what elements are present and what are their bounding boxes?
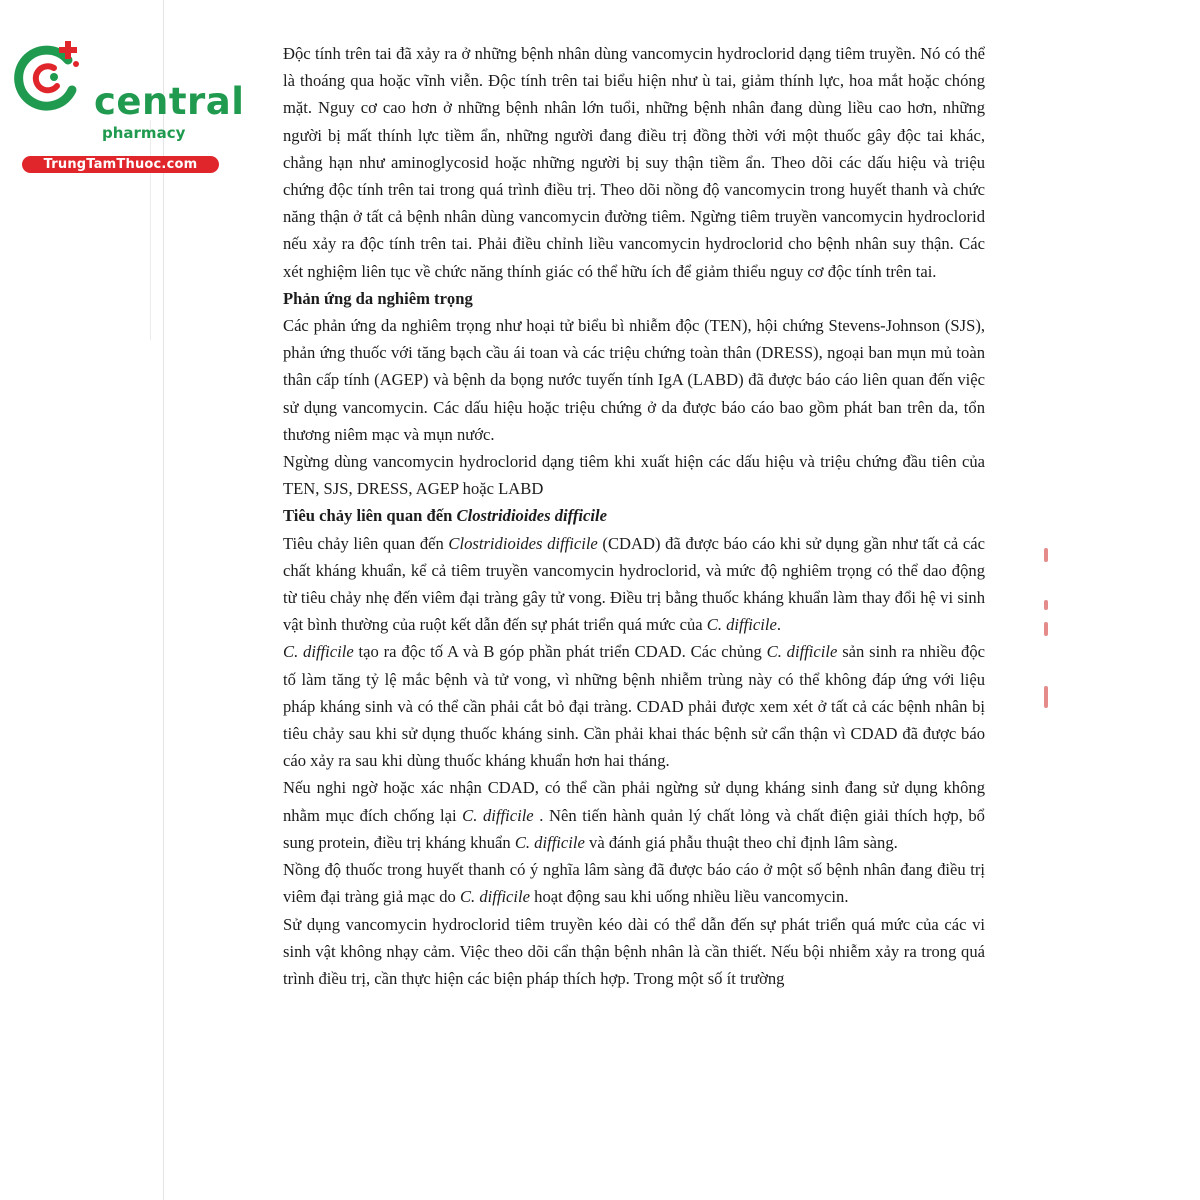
scan-mark — [1044, 686, 1048, 708]
text: . Nên tiến hành quản lý chất lỏng và chất điện giải thích hợp, bổ sung protein, điều trị kháng khuẩn — [283, 805, 985, 852]
scan-mark — [1044, 600, 1048, 610]
document-body — [283, 40, 985, 992]
scan-fold-line — [163, 0, 164, 1200]
paragraph-serum-levels — [283, 856, 985, 910]
paragraph-ototoxicity: Độc tính trên tai đã xảy ra ở những bệnh nhân dùng vancomycin hydroclorid dạng tiêm truyền. Nó có thể là thoáng qua hoặc vĩnh viễn. Độc tính trên tai biểu hiện như ù tai, giảm thính lực, hoa mắt hoặc chóng mặt. Nguy cơ cao hơn ở những bệnh nhân lớn tuổi, những bệnh nhân đang dùng liều cao hơn, những người bị mất thính lực tiềm ẩn, những người đang điều trị đồng thời với một thuốc gây độc tai khác, chẳng hạn như aminoglycosid hoặc những người bị suy thận tiềm ẩn. Theo dõi các dấu hiệu và triệu chứng độc tính trên tai trong quá trình điều trị. Theo dõi nồng độ vancomycin trong huyết thanh và chức năng thận ở tất cả bệnh nhân dùng vancomycin đường tiêm. Ngừng tiêm truyền vancomycin hydroclorid nếu xảy ra độc tính trên tai. Phải điều chỉnh liều vancomycin hydroclorid cho bệnh nhân suy thận. Các xét nghiệm liên tục về chức năng thính giác có thể hữu ích để giảm thiểu nguy cơ độc tính trên tai. — [283, 44, 985, 281]
logo-mark-icon — [10, 38, 90, 118]
paragraph-cdad-management — [283, 774, 985, 856]
species-name: C. difficile — [766, 642, 838, 662]
paragraph-cdad — [283, 530, 985, 639]
species-name: C. difficile — [462, 805, 534, 825]
species-name: Clostridioides difficile — [448, 533, 598, 553]
heading-species: Clostridioides difficile — [456, 506, 607, 526]
heading-text: Tiêu chảy liên quan đến — [283, 506, 457, 526]
brand-subtitle: pharmacy — [102, 124, 186, 142]
text: sản sinh ra nhiều độc tố làm tăng tỷ lệ mắc bệnh và tử vong, vì những bệnh nhiễm trùng này có thể không đáp ứng với liệu pháp kháng sinh và có thể cần phải cắt bỏ đại tràng. CDAD phải được xem xét ở tất cả các bệnh nhân bị tiêu chảy sau khi sử dụng thuốc kháng sinh. Cần phải khai thác bệnh sử cẩn thận vì CDAD đã được báo cáo xảy ra sau khi dùng thuốc kháng khuẩn hơn hai tháng. — [283, 642, 985, 771]
species-name: C. difficile — [514, 832, 585, 852]
text: Tiêu chảy liên quan đến — [283, 533, 449, 553]
species-name: C. difficile — [283, 642, 354, 662]
species-name: C. difficile — [706, 615, 777, 635]
brand-url: TrungTamThuoc.com — [22, 156, 219, 173]
heading-severe-skin-reactions: Phản ứng da nghiêm trọng — [283, 288, 473, 308]
text: hoạt động sau khi uống nhiều liều vancomycin. — [530, 887, 849, 907]
text: tạo ra độc tố A và B góp phần phát triển CDAD. Các chủng — [353, 642, 767, 662]
scan-mark — [1044, 548, 1048, 562]
paragraph-superinfection: Sử dụng vancomycin hydroclorid tiêm truyền kéo dài có thể dẫn đến sự phát triển quá mức của các vi sinh vật không nhạy cảm. Việc theo dõi cẩn thận bệnh nhân là cần thiết. Nếu bội nhiễm xảy ra trong quá trình điều trị, cần thực hiện các biện pháp thích hợp. Trong một số ít trường — [283, 914, 985, 988]
text: Nồng độ thuốc trong huyết thanh có ý nghĩa lâm sàng đã được báo cáo ở một số bệnh nhân đang điều trị viêm đại tràng giả mạc do — [283, 860, 985, 907]
text: và đánh giá phẫu thuật theo chỉ định lâm sàng. — [584, 832, 898, 852]
species-name: C. difficile — [459, 887, 531, 907]
heading-cdad — [283, 502, 985, 529]
scan-mark — [1044, 622, 1048, 636]
scan-fold-line — [150, 120, 151, 340]
text: Nếu nghi ngờ hoặc xác nhận CDAD, có thể cần phải ngừng sử dụng kháng sinh đang sử dụng không nhằm mục đích chống lại — [283, 778, 985, 825]
text: . — [776, 615, 781, 635]
paragraph-discontinue: Ngừng dùng vancomycin hydroclorid dạng tiêm khi xuất hiện các dấu hiệu và triệu chứng đầu tiên của TEN, SJS, DRESS, AGEP hoặc LABD — [283, 452, 985, 499]
central-pharmacy-logo[interactable] — [10, 38, 245, 172]
paragraph-toxins — [283, 638, 985, 774]
brand-name: central — [94, 80, 245, 123]
text: (CDAD) đã được báo cáo khi sử dụng gần như tất cả các chất kháng khuẩn, kể cả tiêm truyền vancomycin hydroclorid, và mức độ nghiêm trọng có thể dao động từ tiêu chảy nhẹ đến viêm đại tràng gây tử vong. Điều trị bằng thuốc kháng khuẩn làm thay đổi hệ vi sinh vật bình thường của ruột kết dẫn đến sự phát triển quá mức của — [283, 533, 985, 635]
paragraph-skin-reactions: Các phản ứng da nghiêm trọng như hoại tử biểu bì nhiễm độc (TEN), hội chứng Stevens-Johnson (SJS), phản ứng thuốc với tăng bạch cầu ái toan và các triệu chứng toàn thân (DRESS), ngoại ban mụn mủ toàn thân cấp tính (AGEP) và bệnh da bọng nước tuyến tính IgA (LABD) đã được báo cáo liên quan đến việc sử dụng vancomycin. Các dấu hiệu hoặc triệu chứng ở da được báo cáo bao gồm phát ban trên da, tổn thương niêm mạc và mụn nước. — [283, 316, 985, 444]
